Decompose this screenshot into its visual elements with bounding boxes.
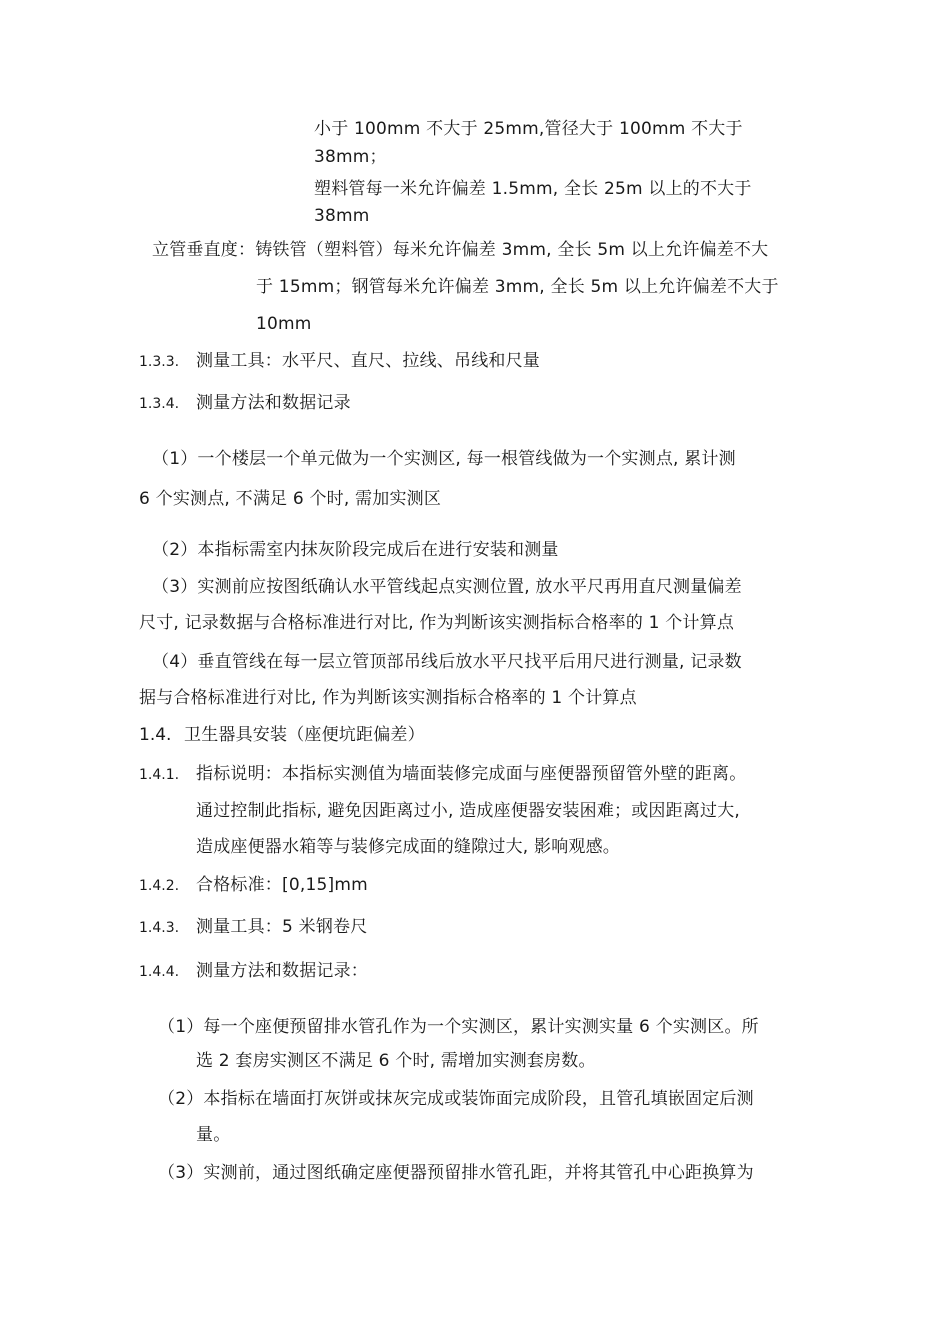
text-line: （4）垂直管线在每一层立管顶部吊线后放水平尺找平后用尺进行测量, 记录数 [152, 652, 742, 672]
section-heading: 测量方法和数据记录： [196, 961, 368, 981]
text-line: 指标说明：本指标实测值为墙面装修完成面与座便器预留管外壁的距离。 [196, 764, 747, 784]
section-number: 1.3.4. [139, 396, 180, 412]
text-line: 尺寸, 记录数据与合格标准进行对比, 作为判断该实测指标合格率的 1 个计算点 [139, 613, 735, 633]
text-line: （3）实测前应按图纸确认水平管线起点实测位置, 放水平尺再用直尺测量偏差 [152, 577, 742, 597]
section-number: 1.3.3. [139, 354, 180, 370]
section-heading: 卫生器具安装（座便坑距偏差） [184, 725, 425, 745]
text-line: （1）一个楼层一个单元做为一个实测区, 每一根管线做为一个实测点, 累计测 [152, 449, 736, 469]
section-number: 1.4.1. [139, 767, 180, 783]
text-line: 量。 [196, 1125, 231, 1145]
section-number: 1.4.4. [139, 964, 180, 980]
text-line: 38mm； [314, 147, 387, 167]
text-line: 合格标准：[0,15]mm [196, 875, 368, 895]
text-line: 小于 100mm 不大于 25mm,管径大于 100mm 不大于 [314, 119, 743, 139]
text-line: 38mm [314, 206, 370, 226]
text-line: （1）每一个座便预留排水管孔作为一个实测区，累计实测实量 6 个实测区。所 [158, 1017, 759, 1037]
text-line: （2）本指标需室内抹灰阶段完成后在进行安装和测量 [152, 540, 559, 560]
text-line: 据与合格标准进行对比, 作为判断该实测指标合格率的 1 个计算点 [139, 688, 637, 708]
text-line: 6 个实测点, 不满足 6 个时, 需加实测区 [139, 489, 442, 509]
text-line: 造成座便器水箱等与装修完成面的缝隙过大, 影响观感。 [196, 837, 621, 857]
section-number: 1.4. [139, 725, 172, 745]
text-line: 通过控制此指标, 避免因距离过小, 造成座便器安装困难；或因距离过大, [196, 801, 741, 821]
text-line: （3）实测前，通过图纸确定座便器预留排水管孔距，并将其管孔中心距换算为 [158, 1163, 754, 1183]
text-line: 10mm [256, 314, 312, 334]
section-number: 1.4.2. [139, 878, 180, 894]
text-line: 塑料管每一米允许偏差 1.5mm, 全长 25m 以上的不大于 [314, 179, 752, 199]
section-heading: 测量工具：水平尺、直尺、拉线、吊线和尺量 [196, 351, 540, 371]
text-line: 立管垂直度：铸铁管（塑料管）每米允许偏差 3mm, 全长 5m 以上允许偏差不大 [152, 240, 769, 260]
section-number: 1.4.3. [139, 920, 180, 936]
text-line: 选 2 套房实测区不满足 6 个时, 需增加实测套房数。 [196, 1051, 596, 1071]
section-heading: 测量方法和数据记录 [196, 393, 351, 413]
text-line: （2）本指标在墙面打灰饼或抹灰完成或装饰面完成阶段，且管孔填嵌固定后测 [158, 1089, 754, 1109]
text-line: 于 15mm；钢管每米允许偏差 3mm, 全长 5m 以上允许偏差不大于 [256, 277, 779, 297]
text-line: 测量工具：5 米钢卷尺 [196, 917, 368, 937]
